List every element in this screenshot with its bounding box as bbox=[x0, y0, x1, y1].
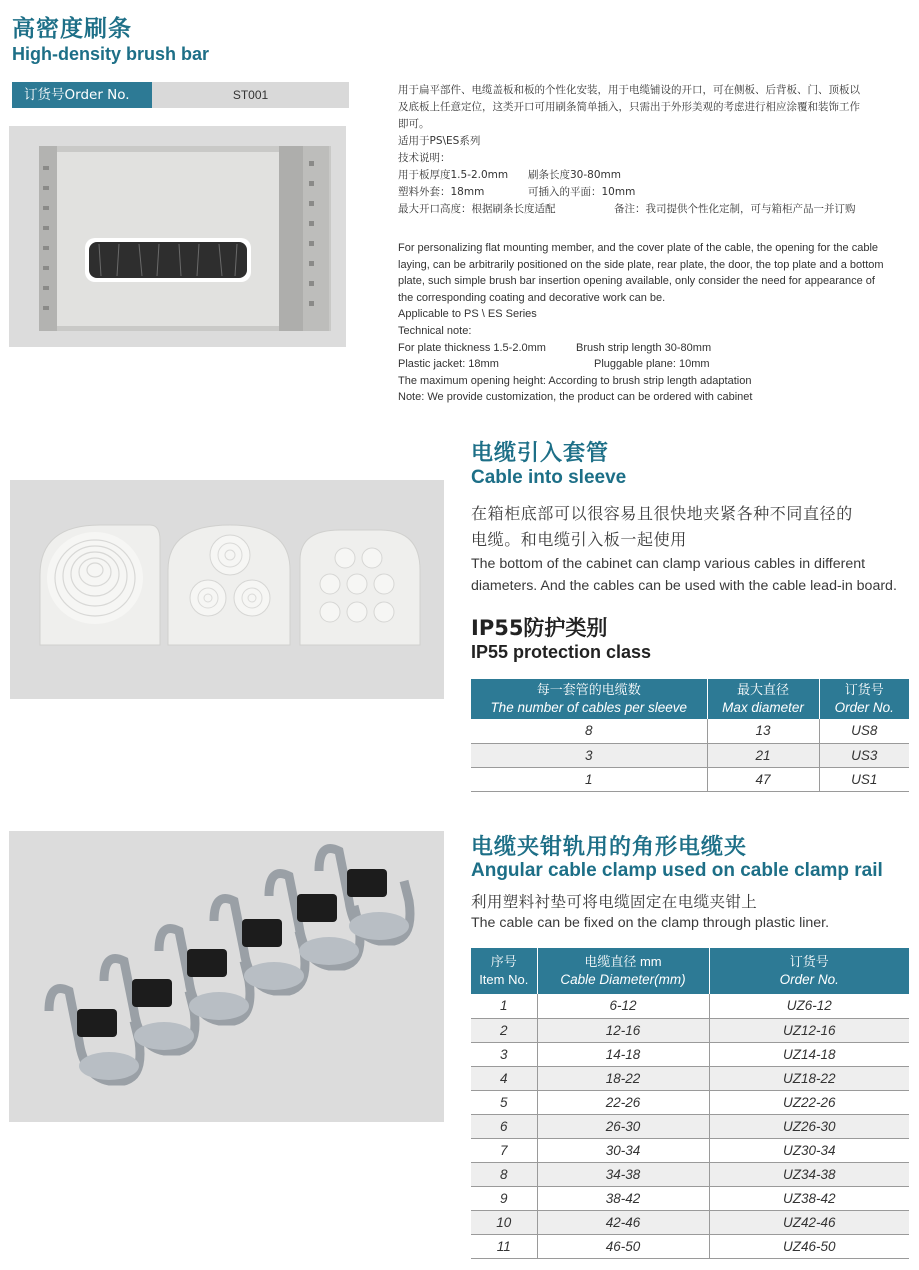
header-cn: 订货号 bbox=[789, 954, 829, 969]
col-cables-per-sleeve bbox=[471, 679, 707, 719]
spec-cn-item: 用于板厚度1.5-2.0mm bbox=[398, 169, 509, 181]
table-cell: US3 bbox=[819, 743, 909, 767]
desc-cn-line: 适用于PS\ES系列 bbox=[398, 135, 481, 147]
spec-en-item: Plastic jacket: 18mm bbox=[398, 358, 499, 371]
table-cell: UZ12-16 bbox=[709, 1018, 909, 1042]
desc-cn-line: 用于扁平部件、电缆盖板和板的个性化安装，用于电缆铺设的开口，可在侧板、后背板、门、顶板以 bbox=[398, 84, 860, 96]
table-row bbox=[471, 1186, 909, 1210]
table-row bbox=[471, 767, 909, 791]
table-cell: 30-34 bbox=[537, 1138, 709, 1162]
table-cell: 1 bbox=[471, 994, 537, 1018]
spec-cn-row bbox=[398, 184, 913, 201]
table-cell: US8 bbox=[819, 719, 909, 743]
spec-cn-item: 塑料外套：18mm bbox=[398, 186, 485, 198]
sleeve-table bbox=[471, 679, 909, 792]
spec-en-item: Pluggable plane: 10mm bbox=[594, 358, 710, 371]
brush-bar-title-en: High-density brush bar bbox=[12, 44, 210, 64]
table-cell: 14-18 bbox=[537, 1042, 709, 1066]
spec-cn-item: 备注：我司提供个性化定制，可与箱柜产品一并订购 bbox=[614, 203, 856, 215]
sleeve-description-en bbox=[471, 553, 897, 597]
table-cell: 3 bbox=[471, 743, 707, 767]
col-cable-diameter bbox=[537, 948, 709, 994]
spec-en-row bbox=[398, 356, 913, 373]
sleeve-title-en: Cable into sleeve bbox=[471, 467, 627, 488]
table-cell: 42-46 bbox=[537, 1210, 709, 1234]
table-row bbox=[471, 1018, 909, 1042]
table-cell: 8 bbox=[471, 1162, 537, 1186]
header-cn: 订货号 bbox=[844, 682, 884, 697]
desc-cn-line: 及底板上任意定位，这类开口可用刷条简单插入，只需出于外形美观的考虑进行相应涂覆和装饰工作 bbox=[398, 101, 860, 113]
table-row bbox=[471, 1114, 909, 1138]
table-cell: UZ26-30 bbox=[709, 1114, 909, 1138]
table-row bbox=[471, 1210, 909, 1234]
table-cell: 12-16 bbox=[537, 1018, 709, 1042]
header-cn: 序号 bbox=[490, 954, 517, 969]
table-cell: 5 bbox=[471, 1090, 537, 1114]
table-row bbox=[471, 1234, 909, 1258]
order-number-label: 订货号Order No. bbox=[12, 82, 152, 108]
spec-en-item: For plate thickness 1.5-2.0mm bbox=[398, 341, 546, 354]
spec-cn-row bbox=[398, 201, 913, 218]
table-cell: 11 bbox=[471, 1234, 537, 1258]
header-en: Cable Diameter(mm) bbox=[560, 972, 686, 987]
spec-en-row bbox=[398, 340, 913, 357]
col-order-no bbox=[709, 948, 909, 994]
table-row bbox=[471, 1138, 909, 1162]
table-cell: 1 bbox=[471, 767, 707, 791]
desc-en-line: Applicable to PS \ ES Series bbox=[398, 308, 537, 321]
table-row bbox=[471, 1090, 909, 1114]
brush-bar-description-en bbox=[398, 240, 913, 406]
table-cell: UZ34-38 bbox=[709, 1162, 909, 1186]
brush-bar-illustration bbox=[9, 126, 346, 347]
brush-bar-photo bbox=[9, 126, 346, 347]
col-order-no bbox=[819, 679, 909, 719]
table-cell: 13 bbox=[707, 719, 819, 743]
desc-en-line: Technical note: bbox=[398, 324, 472, 337]
ip-title-cn: IP55防护类别 bbox=[471, 616, 608, 640]
ip-title-en: IP55 protection class bbox=[471, 642, 652, 662]
spec-cn-row bbox=[398, 167, 913, 184]
col-item-no bbox=[471, 948, 537, 994]
table-cell: 26-30 bbox=[537, 1114, 709, 1138]
header-en: Item No. bbox=[479, 972, 529, 987]
table-cell: 9 bbox=[471, 1186, 537, 1210]
brush-bar-title-cn: 高密度刷条 bbox=[12, 16, 132, 42]
table-cell: 34-38 bbox=[537, 1162, 709, 1186]
table-cell: 21 bbox=[707, 743, 819, 767]
table-cell: UZ22-26 bbox=[709, 1090, 909, 1114]
table-cell: UZ42-46 bbox=[709, 1210, 909, 1234]
table-cell: 2 bbox=[471, 1018, 537, 1042]
table-cell: 4 bbox=[471, 1066, 537, 1090]
table-cell: 8 bbox=[471, 719, 707, 743]
sleeve-desc-cn-line: 电缆。和电缆引入板一起使用 bbox=[471, 530, 687, 549]
table-cell: 38-42 bbox=[537, 1186, 709, 1210]
table-row bbox=[471, 1162, 909, 1186]
clamp-illustration bbox=[9, 831, 444, 1122]
clamp-photo bbox=[9, 831, 444, 1122]
header-en: Order No. bbox=[779, 972, 839, 987]
table-cell: 47 bbox=[707, 767, 819, 791]
sleeve-desc-en-line: diameters. And the cables can be used with the cable lead-in board. bbox=[471, 578, 897, 594]
col-max-diameter bbox=[707, 679, 819, 719]
sleeve-illustration bbox=[10, 480, 444, 699]
order-number-value: ST001 bbox=[232, 88, 269, 102]
sleeve-photo bbox=[10, 480, 444, 699]
table-cell: 6 bbox=[471, 1114, 537, 1138]
clamp-title-cn: 电缆夹钳轨用的角形电缆夹 bbox=[471, 835, 748, 860]
clamp-table bbox=[471, 948, 909, 1259]
spec-cn-item: 刷条长度30-80mm bbox=[528, 169, 621, 181]
table-cell: UZ6-12 bbox=[709, 994, 909, 1018]
header-cn: 电缆直径 mm bbox=[584, 954, 662, 969]
clamp-description-en: The cable can be fixed on the clamp through plastic liner. bbox=[471, 915, 830, 931]
table-row bbox=[471, 1066, 909, 1090]
clamp-table-header bbox=[471, 948, 909, 994]
table-row bbox=[471, 719, 909, 743]
table-row bbox=[471, 994, 909, 1018]
sleeve-title-cn: 电缆引入套管 bbox=[471, 441, 610, 466]
spec-cn-item: 可插入的平面：10mm bbox=[528, 186, 636, 198]
table-row bbox=[471, 1042, 909, 1066]
note-en-line: Note: We provide customization, the product can be ordered with cabinet bbox=[398, 391, 753, 404]
table-cell: UZ18-22 bbox=[709, 1066, 909, 1090]
table-cell: 22-26 bbox=[537, 1090, 709, 1114]
table-cell: US1 bbox=[819, 767, 909, 791]
desc-en-line: plate, such simple brush bar insertion opening available, only consider the need for appearance of bbox=[398, 275, 875, 288]
sleeve-desc-en-line: The bottom of the cabinet can clamp various cables in different bbox=[471, 556, 866, 572]
table-cell: 10 bbox=[471, 1210, 537, 1234]
header-en: Max diameter bbox=[722, 700, 804, 715]
table-cell: 7 bbox=[471, 1138, 537, 1162]
table-cell: 18-22 bbox=[537, 1066, 709, 1090]
header-cn: 每一套管的电缆数 bbox=[536, 682, 641, 697]
spec-cn-item: 最大开口高度：根据刷条长度适配 bbox=[398, 203, 556, 215]
brush-bar-description-cn bbox=[398, 82, 913, 218]
table-cell: UZ30-34 bbox=[709, 1138, 909, 1162]
clamp-title-en: Angular cable clamp used on cable clamp rail bbox=[471, 860, 883, 881]
desc-cn-line: 即可。 bbox=[398, 118, 430, 130]
header-en: The number of cables per sleeve bbox=[490, 700, 688, 715]
table-cell: 46-50 bbox=[537, 1234, 709, 1258]
spec-en-item: Brush strip length 30-80mm bbox=[576, 341, 712, 354]
table-cell: 3 bbox=[471, 1042, 537, 1066]
clamp-description-cn: 利用塑料衬垫可将电缆固定在电缆夹钳上 bbox=[471, 893, 758, 911]
header-cn: 最大直径 bbox=[736, 682, 789, 697]
desc-cn-line: 技术说明： bbox=[398, 152, 451, 164]
desc-en-line: For personalizing flat mounting member, and the cover plate of the cable, the opening for the cable bbox=[398, 242, 879, 254]
table-cell: UZ46-50 bbox=[709, 1234, 909, 1258]
sleeve-description-cn bbox=[471, 501, 853, 553]
table-row bbox=[471, 743, 909, 767]
sleeve-table-header bbox=[471, 679, 909, 719]
order-number-bar bbox=[12, 82, 349, 108]
table-cell: UZ38-42 bbox=[709, 1186, 909, 1210]
desc-en-line: the corresponding coating and decorative work can be. bbox=[398, 291, 666, 304]
header-en: Order No. bbox=[834, 700, 894, 715]
note-en-line: The maximum opening height: According to brush strip length adaptation bbox=[398, 374, 752, 387]
sleeve-desc-cn-line: 在箱柜底部可以很容易且很快地夹紧各种不同直径的 bbox=[471, 504, 853, 523]
desc-en-line: laying, can be arbitrarily positioned on the side plate, rear plate, the door, the top plate and a bottom bbox=[398, 258, 884, 271]
table-cell: UZ14-18 bbox=[709, 1042, 909, 1066]
table-cell: 6-12 bbox=[537, 994, 709, 1018]
